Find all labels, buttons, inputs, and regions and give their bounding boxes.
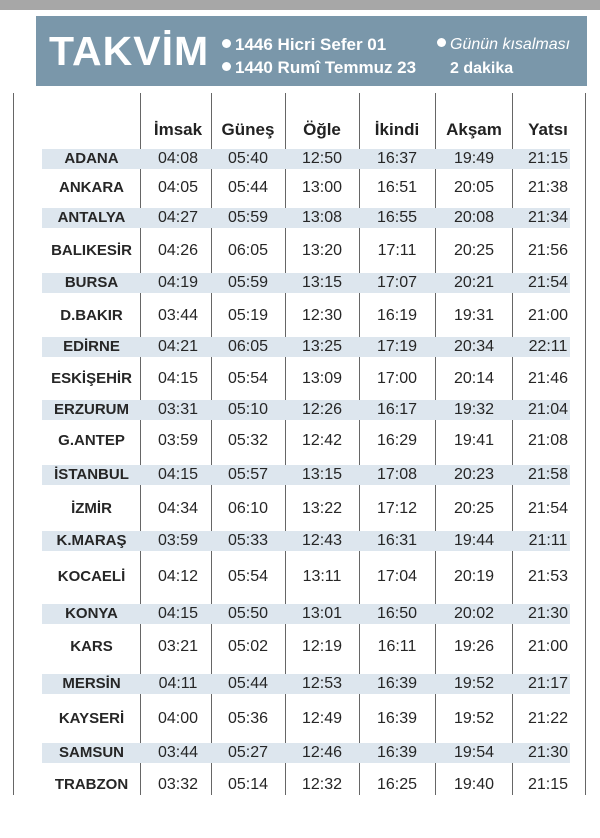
column-header: İmsak [153,120,203,139]
column-header: Öğle [303,120,341,139]
prayer-time-cell: 19:54 [453,744,495,761]
city-name: TRABZON [54,776,129,793]
city-name: BURSA [64,274,119,291]
prayer-time-cell: 05:33 [227,532,269,549]
prayer-time-cell: 21:56 [527,242,569,259]
prayer-time-cell: 05:14 [227,776,269,793]
prayer-time-cell: 13:00 [301,179,343,196]
city-name: D.BAKIR [60,307,123,324]
prayer-time-cell: 13:15 [301,274,343,291]
prayer-time-cell: 17:12 [376,500,418,517]
prayer-time-cell: 05:10 [227,401,269,418]
prayer-time-cell: 21:54 [527,500,569,517]
prayer-time-cell: 16:51 [376,179,418,196]
prayer-time-cell: 13:09 [301,370,343,387]
day-length-label: Günün kısalması [450,36,571,53]
prayer-time-cell: 04:15 [157,370,199,387]
prayer-time-cell: 17:07 [376,274,418,291]
prayer-time-cell: 20:23 [453,466,495,483]
prayer-time-cell: 03:21 [157,638,199,655]
top-divider-strip [0,0,600,10]
column-divider [13,93,14,795]
prayer-time-cell: 12:50 [301,150,343,167]
prayer-time-cell: 21:00 [527,307,569,324]
city-name: KARS [70,638,113,655]
prayer-time-cell: 04:34 [157,500,199,517]
prayer-time-cell: 12:42 [301,432,343,449]
prayer-time-cell: 21:53 [527,568,569,585]
prayer-time-cell: 21:58 [527,466,569,483]
prayer-time-cell: 12:32 [301,776,343,793]
prayer-time-cell: 19:52 [453,675,495,692]
prayer-time-cell: 13:08 [301,209,343,226]
prayer-time-cell: 16:19 [376,307,418,324]
prayer-time-cell: 05:32 [227,432,269,449]
prayer-time-cell: 21:34 [527,209,569,226]
city-name: ESKİŞEHİR [51,370,132,387]
prayer-time-cell: 19:26 [453,638,495,655]
prayer-time-cell: 16:29 [376,432,418,449]
prayer-time-cell: 20:21 [453,274,495,291]
prayer-time-cell: 21:04 [527,401,569,418]
prayer-time-cell: 04:21 [157,338,199,355]
prayer-time-cell: 21:11 [528,532,568,549]
bullet-icon [437,38,446,47]
prayer-time-cell: 21:22 [527,710,569,727]
takvim-header [36,16,587,86]
prayer-time-cell: 12:46 [301,744,343,761]
prayer-time-cell: 16:39 [376,744,418,761]
column-header: Akşam [446,120,502,139]
bullet-icon [222,62,231,71]
prayer-time-cell: 05:59 [227,274,269,291]
prayer-time-cell: 04:15 [157,466,199,483]
prayer-time-cell: 17:04 [376,568,418,585]
hijri-date-text: 1446 Hicri Sefer 01 [235,35,387,54]
prayer-time-cell: 04:19 [157,274,199,291]
prayer-time-cell: 16:31 [376,532,418,549]
prayer-time-cell: 03:59 [157,432,199,449]
prayer-time-cell: 21:30 [527,744,569,761]
prayer-time-cell: 16:55 [376,209,418,226]
prayer-time-cell: 20:25 [453,242,495,259]
prayer-time-cell: 05:54 [227,370,269,387]
city-name: İSTANBUL [54,466,129,483]
prayer-time-cell: 04:00 [157,710,199,727]
prayer-time-cell: 12:26 [301,401,343,418]
bullet-icon [222,39,231,48]
city-name: ERZURUM [54,401,129,418]
page-title: TAKVİM [49,28,210,74]
city-name: EDİRNE [63,338,120,355]
prayer-time-cell: 17:19 [376,338,418,355]
city-name: ANKARA [59,179,124,196]
prayer-time-cell: 21:17 [527,675,569,692]
prayer-time-cell: 21:15 [527,776,569,793]
prayer-time-cell: 06:05 [227,242,269,259]
prayer-time-cell: 03:44 [157,307,199,324]
prayer-time-cell: 16:39 [376,675,418,692]
day-length-amount: 2 dakika [450,60,514,77]
prayer-time-cell: 17:00 [376,370,418,387]
prayer-time-cell: 06:05 [227,338,269,355]
prayer-time-cell: 21:15 [527,150,569,167]
prayer-time-cell: 21:38 [527,179,569,196]
prayer-time-cell: 12:19 [301,638,343,655]
prayer-time-cell: 13:15 [301,466,343,483]
prayer-time-cell: 19:41 [453,432,495,449]
prayer-time-cell: 03:31 [157,401,199,418]
prayer-time-cell: 20:14 [453,370,495,387]
prayer-time-cell: 06:10 [227,500,269,517]
prayer-time-cell: 04:12 [157,568,199,585]
city-name: K.MARAŞ [56,532,127,549]
prayer-time-cell: 05:57 [227,466,269,483]
prayer-time-cell: 19:40 [453,776,495,793]
prayer-time-cell: 21:00 [527,638,569,655]
city-name: İZMİR [71,500,112,517]
column-header: Yatsı [528,120,568,139]
prayer-time-cell: 05:50 [227,605,269,622]
prayer-time-cell: 19:32 [453,401,495,418]
city-name: G.ANTEP [58,432,125,449]
prayer-time-cell: 05:44 [227,179,269,196]
prayer-time-cell: 16:37 [376,150,418,167]
city-name: SAMSUN [58,744,124,761]
column-divider [585,93,586,795]
prayer-time-cell: 21:30 [527,605,569,622]
prayer-time-cell: 17:11 [377,242,417,259]
rumi-date [222,58,416,78]
prayer-time-cell: 13:11 [302,568,342,585]
prayer-time-cell: 04:27 [157,209,199,226]
prayer-time-cell: 20:08 [453,209,495,226]
prayer-time-cell: 03:59 [157,532,199,549]
prayer-time-cell: 20:05 [453,179,495,196]
prayer-time-cell: 20:34 [453,338,495,355]
prayer-time-cell: 19:49 [453,150,495,167]
city-name: BALIKESİR [51,242,132,259]
prayer-time-cell: 22:11 [528,338,568,355]
prayer-time-cell: 05:59 [227,209,269,226]
prayer-time-cell: 13:20 [301,242,343,259]
city-name: KAYSERİ [58,710,125,727]
city-name: MERSİN [62,675,121,692]
prayer-time-cell: 20:02 [453,605,495,622]
prayer-time-cell: 19:52 [453,710,495,727]
column-header: İkindi [374,120,420,139]
city-name: ANTALYA [57,209,126,226]
city-name: ADANA [64,150,119,167]
prayer-time-cell: 04:05 [157,179,199,196]
prayer-time-cell: 21:46 [527,370,569,387]
prayer-time-cell: 05:54 [227,568,269,585]
prayer-time-cell: 16:11 [377,638,417,655]
prayer-time-cell: 05:02 [227,638,269,655]
prayer-time-cell: 20:25 [453,500,495,517]
city-name: KOCAELİ [57,568,126,585]
prayer-time-cell: 04:26 [157,242,199,259]
prayer-time-cell: 12:49 [301,710,343,727]
city-name: KONYA [65,605,118,622]
prayer-time-cell: 05:19 [227,307,269,324]
prayer-time-cell: 03:32 [157,776,199,793]
rumi-date-text: 1440 Rumî Temmuz 23 [235,58,417,77]
prayer-time-cell: 19:31 [453,307,495,324]
prayer-time-cell: 16:17 [376,401,418,418]
prayer-time-cell: 13:01 [301,605,343,622]
prayer-time-cell: 13:25 [301,338,343,355]
prayer-time-cell: 13:22 [301,500,343,517]
prayer-time-cell: 05:36 [227,710,269,727]
hijri-date [222,35,386,55]
prayer-time-cell: 04:08 [157,150,199,167]
column-header: Güneş [221,120,275,139]
prayer-time-cell: 16:39 [376,710,418,727]
prayer-time-cell: 05:27 [227,744,269,761]
prayer-time-cell: 05:40 [227,150,269,167]
prayer-time-cell: 12:30 [301,307,343,324]
prayer-time-cell: 17:08 [376,466,418,483]
day-length-note [437,35,570,55]
prayer-time-cell: 12:53 [301,675,343,692]
prayer-time-cell: 16:25 [376,776,418,793]
prayer-time-cell: 21:08 [527,432,569,449]
prayer-time-cell: 20:19 [453,568,495,585]
prayer-time-cell: 21:54 [527,274,569,291]
prayer-time-cell: 03:44 [157,744,199,761]
prayer-time-cell: 04:11 [158,675,198,692]
prayer-time-cell: 04:15 [157,605,199,622]
prayer-time-cell: 16:50 [376,605,418,622]
prayer-time-cell: 05:44 [227,675,269,692]
prayer-time-cell: 19:44 [453,532,495,549]
prayer-time-cell: 12:43 [301,532,343,549]
